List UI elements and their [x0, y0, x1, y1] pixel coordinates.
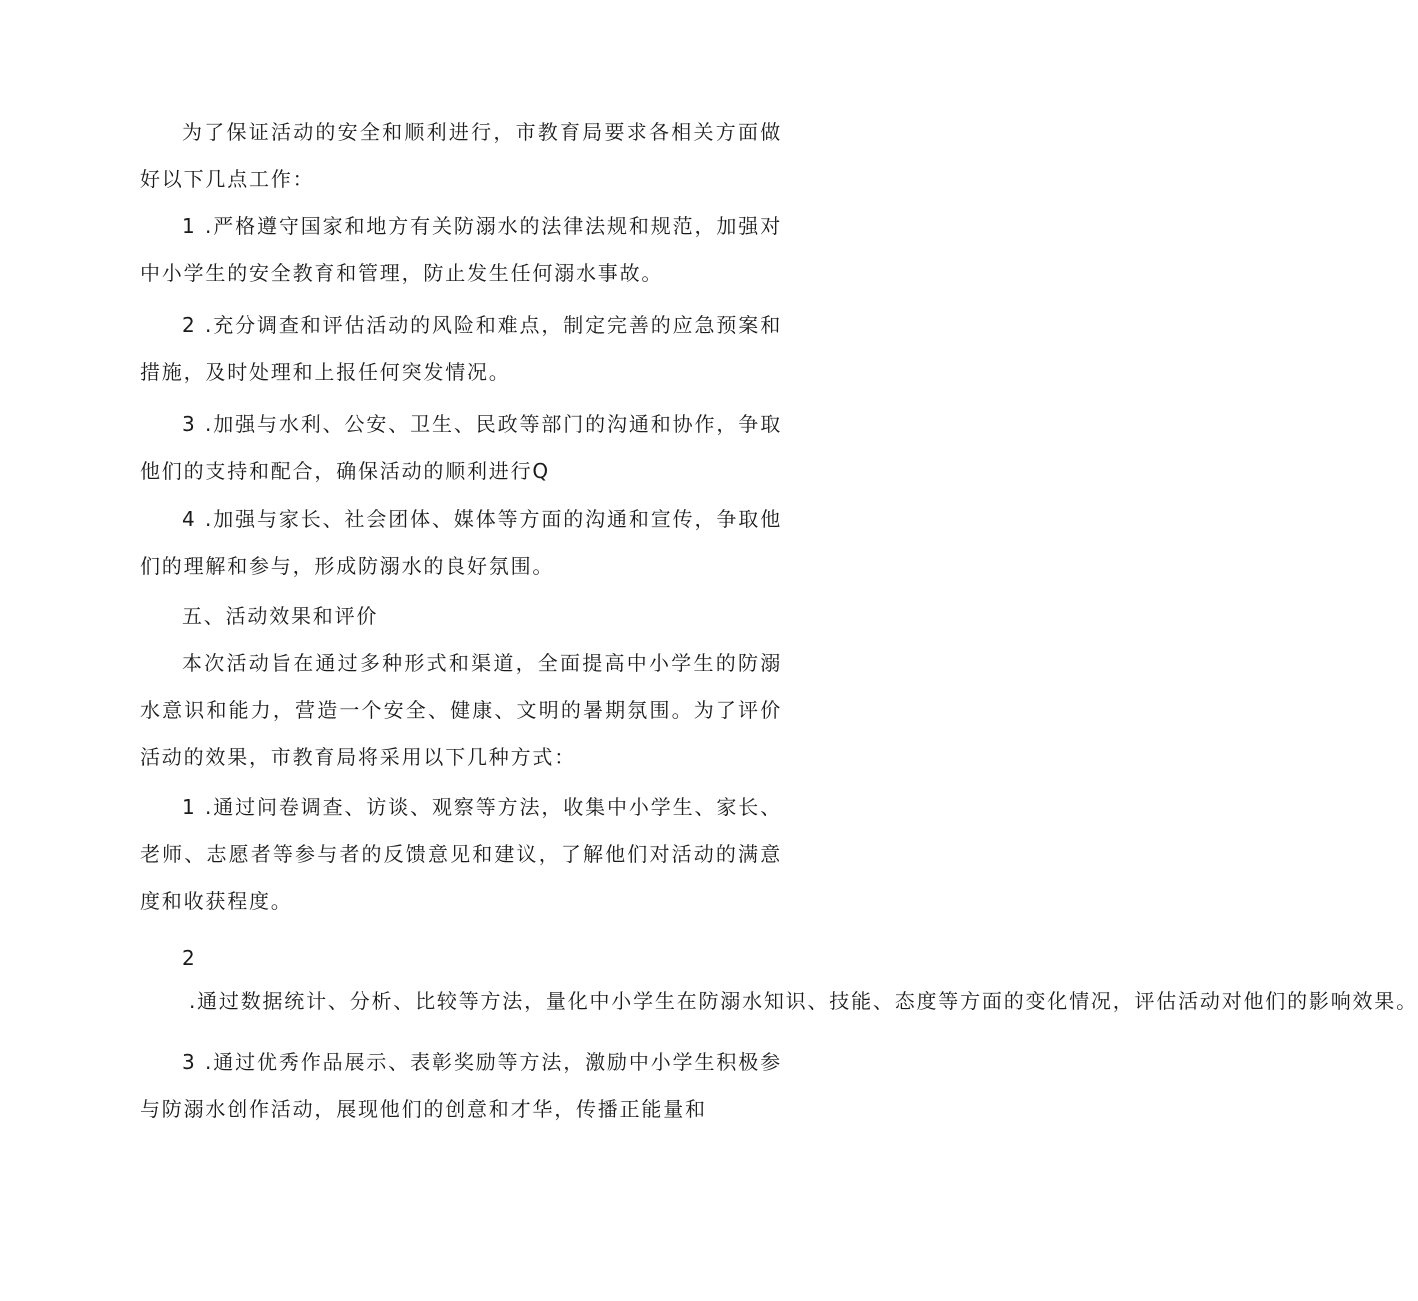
section-heading-text: 五、活动效果和评价 — [182, 604, 379, 628]
item-text: .通过问卷调查、访谈、观察等方法，收集中小学生、家长、老师、志愿者等参与者的反馈意见和建议，了解他们对活动的满意度和收获程度。 — [140, 795, 782, 913]
work-item-1 — [140, 203, 782, 297]
paragraph-text: 本次活动旨在通过多种形式和渠道，全面提高中小学生的防溺水意识和能力，营造一个安全、健康、文明的暑期氛围。为了评价活动的效果，市教育局将采用以下几种方式： — [140, 651, 782, 769]
item-text: .充分调查和评估活动的风险和难点，制定完善的应急预案和措施，及时处理和上报任何突发情况。 — [140, 313, 782, 384]
item-number: 3 — [182, 1050, 197, 1074]
item-text: .通过优秀作品展示、表彰奖励等方法，激励中小学生积极参与防溺水创作活动，展现他们的创意和才华，传播正能量和 — [140, 1050, 782, 1121]
item-number: 2 — [182, 313, 197, 337]
work-item-4 — [140, 496, 782, 590]
item-number: 1 — [182, 795, 197, 819]
evaluation-item-2 — [140, 937, 1418, 1023]
evaluation-item-1 — [140, 784, 782, 925]
item-number: 4 — [182, 507, 197, 531]
section-heading — [140, 593, 782, 640]
work-item-2 — [140, 302, 782, 396]
evaluation-item-3 — [140, 1039, 782, 1133]
work-item-3 — [140, 401, 782, 495]
item-text: .加强与水利、公安、卫生、民政等部门的沟通和协作，争取他们的支持和配合，确保活动的顺利进行Q — [140, 412, 782, 483]
item-number: 1 — [182, 214, 197, 238]
item-text: .严格遵守国家和地方有关防溺水的法律法规和规范，加强对中小学生的安全教育和管理，防止发生任何溺水事故。 — [140, 214, 782, 285]
section-intro-paragraph — [140, 640, 782, 781]
item-text: .通过数据统计、分析、比较等方法，量化中小学生在防溺水知识、技能、态度等方面的变化情况，评估活动对他们的影响效果。 — [140, 989, 1418, 1013]
item-number: 3 — [182, 412, 197, 436]
item-text: .加强与家长、社会团体、媒体等方面的沟通和宣传，争取他们的理解和参与，形成防溺水的良好氛围。 — [140, 507, 782, 578]
paragraph-text: 为了保证活动的安全和顺利进行，市教育局要求各相关方面做好以下几点工作： — [140, 120, 782, 191]
intro-paragraph — [140, 109, 782, 203]
item-number: 2 — [182, 946, 197, 970]
